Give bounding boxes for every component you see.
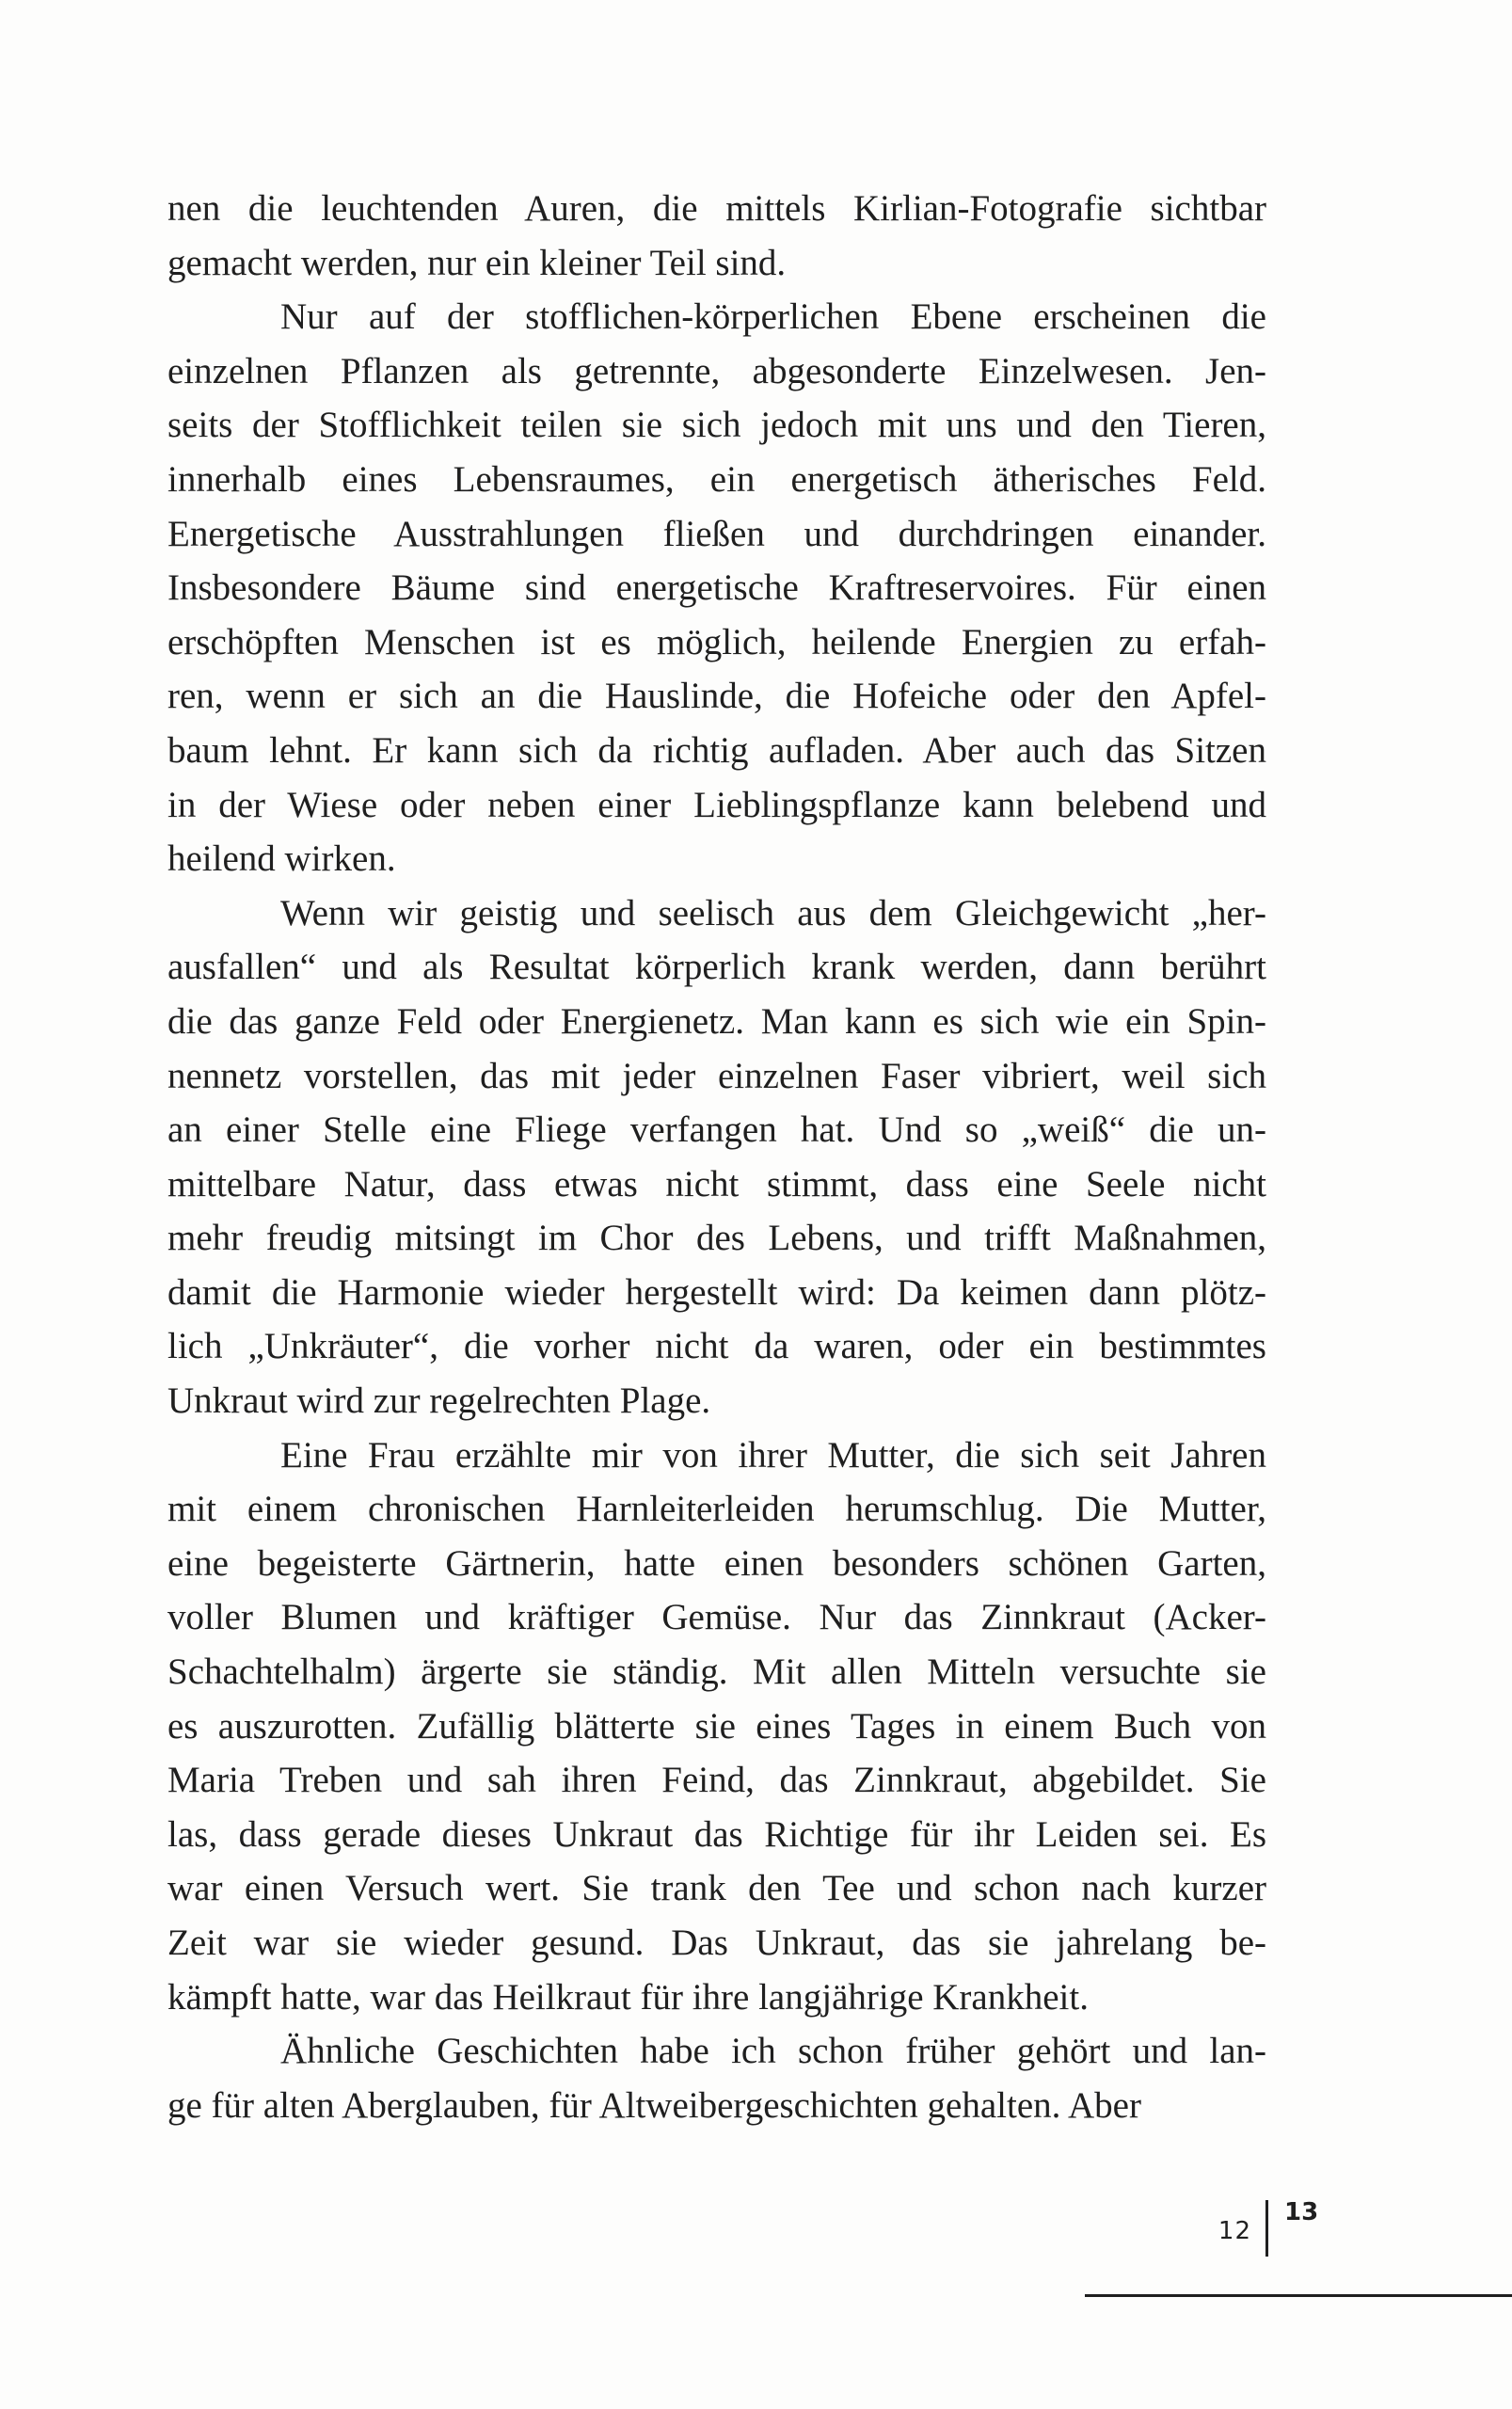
text-line: es auszurotten. Zufällig blätterte sie eines Tages in einem Buch von [167, 1705, 1266, 1747]
text-line: Wenn wir geistig und seelisch aus dem Gleichgewicht „her- [280, 892, 1266, 933]
text-line: mit einem chronischen Harnleiterleiden herumschlug. Die Mutter, [167, 1489, 1266, 1530]
paragraph [167, 290, 1266, 886]
text-line: Nur auf der stofflichen-körperlichen Ebene erscheinen die [280, 296, 1266, 338]
text-line: ausfallen“ und als Resultat körperlich krank werden, dann berührt [167, 947, 1266, 988]
text-line: die das ganze Feld oder Energienetz. Man kann es sich wie ein Spin- [167, 1000, 1266, 1042]
text-line: seits der Stofflichkeit teilen sie sich jedoch mit uns und den Tieren, [167, 405, 1266, 446]
paragraph [167, 2024, 1266, 2132]
text-line: ge für alten Aberglauben, für Altweibergeschichten gehalten. Aber [167, 2084, 1141, 2126]
text-line: nennetz vorstellen, das mit jeder einzelnen Faser vibriert, weil sich [167, 1055, 1266, 1096]
text-line: mittelbare Natur, dass etwas nicht stimmt, dass eine Seele nicht [167, 1163, 1266, 1204]
footer-rule [1085, 2294, 1512, 2297]
text-line: Maria Treben und sah ihren Feind, das Zinnkraut, abgebildet. Sie [167, 1760, 1266, 1801]
text-line: Eine Frau erzählte mir von ihrer Mutter, die sich seit Jahren [280, 1434, 1266, 1476]
body-text [167, 182, 1266, 2132]
text-line: voller Blumen und kräftiger Gemüse. Nur das Zinnkraut (Acker- [167, 1597, 1266, 1638]
text-line: an einer Stelle eine Fliege verfangen hat. Und so „weiß“ die un- [167, 1109, 1266, 1151]
text-line: baum lehnt. Er kann sich da richtig aufladen. Aber auch das Sitzen [167, 729, 1266, 771]
page-number-right: 13 [1284, 2198, 1319, 2226]
text-line: nen die leuchtenden Auren, die mittels Kirlian-Fotografie sichtbar [167, 188, 1266, 229]
text-line: las, dass gerade dieses Unkraut das Richtige für ihr Leiden sei. Es [167, 1813, 1266, 1855]
footer-divider [1265, 2200, 1268, 2257]
paragraph [167, 1428, 1266, 2025]
page-footer [0, 2193, 1512, 2305]
text-line: Ähnliche Geschichten habe ich schon früher gehört und lan- [280, 2031, 1266, 2072]
paragraph [167, 886, 1266, 1428]
text-line: war einen Versuch wert. Sie trank den Tee und schon nach kurzer [167, 1868, 1266, 1909]
text-line: ren, wenn er sich an die Hauslinde, die Hofeiche oder den Apfel- [167, 676, 1266, 717]
text-line: lich „Unkräuter“, die vorher nicht da waren, oder ein bestimmtes [167, 1326, 1266, 1367]
text-line: einzelnen Pflanzen als getrennte, abgesonderte Einzelwesen. Jen- [167, 350, 1266, 391]
text-line: innerhalb eines Lebensraumes, ein energetisch ätherisches Feld. [167, 458, 1266, 500]
text-line: damit die Harmonie wieder hergestellt wird: Da keimen dann plötz- [167, 1271, 1266, 1313]
text-line: Energetische Ausstrahlungen fließen und durchdringen einander. [167, 513, 1266, 554]
text-line: Schachtelhalm) ärgerte sie ständig. Mit allen Mitteln versuchte sie [167, 1651, 1266, 1693]
text-line: heilend wirken. [167, 838, 396, 880]
page-number-left: 12 [1218, 2217, 1251, 2245]
text-line: gemacht werden, nur ein kleiner Teil sind. [167, 242, 787, 283]
text-line: kämpft hatte, war das Heilkraut für ihre langjährige Krankheit. [167, 1976, 1089, 2018]
text-line: eine begeisterte Gärtnerin, hatte einen besonders schönen Garten, [167, 1542, 1266, 1584]
text-line: Zeit war sie wieder gesund. Das Unkraut, das sie jahrelang be- [167, 1922, 1266, 1963]
text-line: mehr freudig mitsingt im Chor des Lebens, und trifft Maßnahmen, [167, 1218, 1266, 1259]
text-line: erschöpften Menschen ist es möglich, heilende Energien zu erfah- [167, 621, 1266, 662]
paragraph [167, 182, 1266, 290]
text-line: Unkraut wird zur regelrechten Plage. [167, 1380, 711, 1422]
text-line: in der Wiese oder neben einer Lieblingspflanze kann belebend und [167, 784, 1266, 825]
text-line: Insbesondere Bäume sind energetische Kraftreservoires. Für einen [167, 567, 1266, 609]
